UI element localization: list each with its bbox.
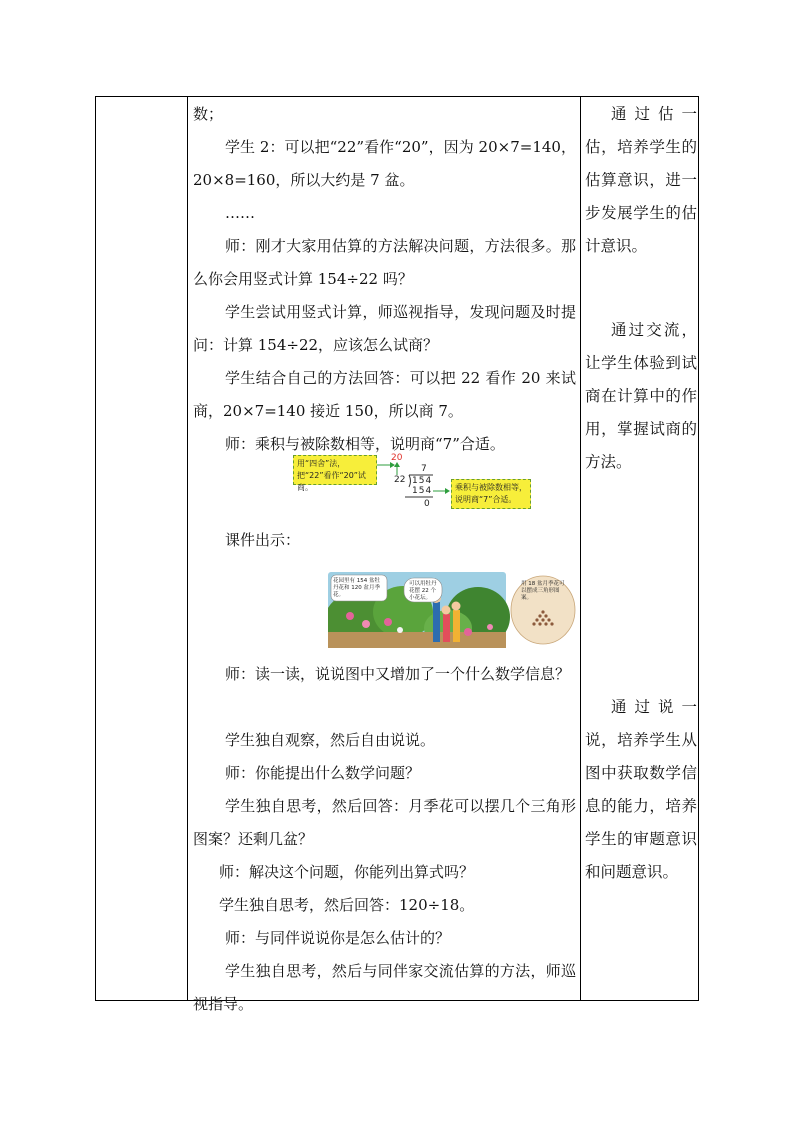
text-paragraph: 学生独自思考，然后回答：月季花可以摆几个三角形图案？还剩几盆？	[193, 797, 576, 848]
lesson-table	[95, 96, 699, 1013]
speech-bubble-3: 用 18 盆月季花可以摆成三角形图案。	[521, 581, 565, 601]
remainder: 0	[424, 499, 430, 509]
speech-bubble-1: 花园里有 154 盆牡丹花和 120 盆月季花。	[333, 578, 380, 598]
text-line: 课件出示：	[225, 531, 301, 549]
divisor: 22	[394, 475, 406, 485]
text-paragraph: 师：刚才大家用估算的方法解决问题，方法很多。那么你会用竖式计算 154÷22 吗？	[193, 237, 576, 288]
text-paragraph: 学生 2：可以把“22”看作“20”，因为 20×7=140，20×8=160，所以大约是 7 盆。	[193, 138, 576, 189]
product-check-note: 乘积与被除数相等，说明商“7”合适。	[451, 479, 531, 509]
text-paragraph: 学生独自思考，然后与同伴家交流估算的方法，师巡视指导。	[193, 962, 576, 1013]
design-intent-note: 通过交流，让学生体验到试商在计算中的作用，掌握试商的方法。	[585, 321, 697, 471]
text-line: 师：你能提出什么数学问题？	[225, 764, 421, 782]
text-line: 数；	[193, 105, 224, 123]
text-line: 学生独自思考，然后回答：120÷18。	[219, 896, 475, 914]
text-paragraph: 学生结合自己的方法回答：可以把 22 看作 20 来试商，20×7=140 接近 150，所以商 7。	[193, 369, 576, 420]
text-line: 学生独自观察，然后自由说说。	[225, 731, 436, 749]
text-line: 师：解决这个问题，你能列出算式吗？	[219, 863, 475, 881]
column-divider-left	[187, 97, 188, 1000]
speech-bubble-2: 可以用牡丹花摆 22 个小花坛。	[409, 581, 437, 601]
trial-quotient-note: 用“四舍”法，把“22”看作“20”试商。	[293, 455, 377, 485]
design-intent-note: 通过估一估，培养学生的估算意识，进一步发展学生的估计意识。	[585, 105, 697, 255]
text-line: 师：与同伴说说你是怎么估计的？	[225, 929, 451, 947]
dividend: 154	[412, 476, 433, 486]
text-paragraph: 学生尝试用竖式计算，师巡视指导，发现问题及时提问：计算 154÷22，应该怎么试商？	[193, 303, 576, 354]
product: 154	[412, 486, 433, 496]
ellipsis-line: ……	[225, 204, 255, 222]
garden-illustration	[328, 572, 576, 648]
long-division-diagram	[293, 453, 538, 515]
trial-divisor: 20	[391, 453, 403, 463]
design-intent-note: 通过说一说，培养学生从图中获取数学信息的能力，培养学生的审题意识和问题意识。	[585, 698, 697, 881]
column-divider-right	[580, 97, 581, 1000]
quotient: 7	[421, 464, 427, 474]
text-paragraph: 师：读一读，说说图中又增加了一个什么数学信息？	[225, 665, 571, 683]
text-line: 师：乘积与被除数相等，说明商“7”合适。	[225, 435, 505, 453]
